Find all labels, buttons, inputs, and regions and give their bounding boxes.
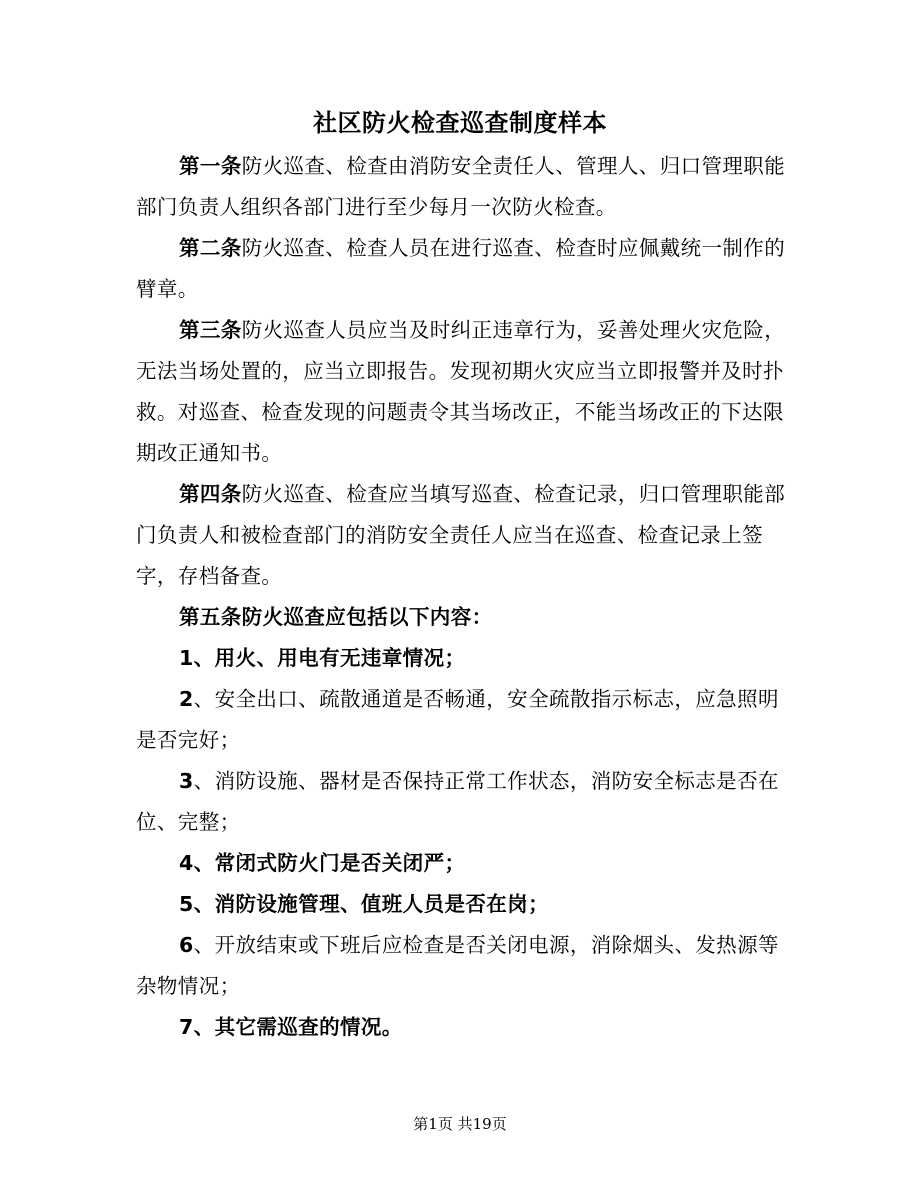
list-item-2	[136, 679, 786, 761]
article-3-text: 防火巡查人员应当及时纠正违章行为，妥善处理火灾危险，无法当场处置的，应当立即报告。发现初期火灾应当立即报警并及时扑救。对巡查、检查发现的问题责令其当场改正，不能当场改正的下达限期改正通知书。	[136, 318, 786, 465]
article-4-text: 防火巡查、检查应当填写巡查、检查记录，归口管理职能部门负责人和被检查部门的消防安全责任人应当在巡查、检查记录上签字，存档备查。	[136, 482, 786, 588]
article-3	[136, 310, 786, 474]
list-item-6-number: 6	[179, 933, 194, 957]
list-item-7-text: 、其它需巡查的情况。	[193, 1015, 403, 1039]
list-item-1-text: 、用火、用电有无违章情况；	[193, 646, 466, 670]
list-item-5	[136, 884, 786, 925]
article-1	[136, 146, 786, 228]
article-2-text: 防火巡查、检查人员在进行巡查、检查时应佩戴统一制作的臂章。	[136, 236, 786, 301]
list-item-2-text: 、安全出口、疏散通道是否畅通，安全疏散指示标志，应急照明是否完好；	[136, 687, 779, 752]
article-1-text: 防火巡查、检查由消防安全责任人、管理人、归口管理职能部门负责人组织各部门进行至少每月一次防火检查。	[136, 154, 786, 219]
list-item-6	[136, 925, 786, 1007]
article-5	[136, 597, 786, 638]
list-item-4	[136, 843, 786, 884]
article-3-label: 第三条	[179, 318, 242, 342]
page-number-footer: 第1页 共19页	[413, 1115, 507, 1133]
article-4	[136, 474, 786, 597]
list-item-5-number: 5	[179, 892, 194, 916]
list-item-7	[136, 1007, 786, 1048]
list-item-7-number: 7	[179, 1015, 194, 1039]
list-item-4-number: 4	[179, 851, 194, 875]
list-item-3-number: 3	[179, 769, 194, 793]
document-title: 社区防火检查巡查制度样本	[313, 108, 607, 137]
list-item-2-number: 2	[179, 687, 194, 711]
article-1-label: 第一条	[179, 154, 242, 178]
list-item-1	[136, 638, 786, 679]
list-item-5-text: 、消防设施管理、值班人员是否在岗；	[193, 892, 549, 916]
list-item-1-number: 1	[179, 646, 194, 670]
article-5-text: 防火巡查应包括以下内容：	[241, 605, 493, 629]
article-2	[136, 228, 786, 310]
list-item-6-text: 、开放结束或下班后应检查是否关闭电源，消除烟头、发热源等杂物情况；	[136, 933, 779, 998]
article-2-label: 第二条	[179, 236, 242, 260]
list-item-3	[136, 761, 786, 843]
article-5-label: 第五条	[179, 605, 242, 629]
list-item-4-text: 、常闭式防火门是否关闭严；	[193, 851, 466, 875]
list-item-3-text: 、消防设施、器材是否保持正常工作状态，消防安全标志是否在位、完整；	[136, 769, 779, 834]
article-4-label: 第四条	[179, 482, 242, 506]
